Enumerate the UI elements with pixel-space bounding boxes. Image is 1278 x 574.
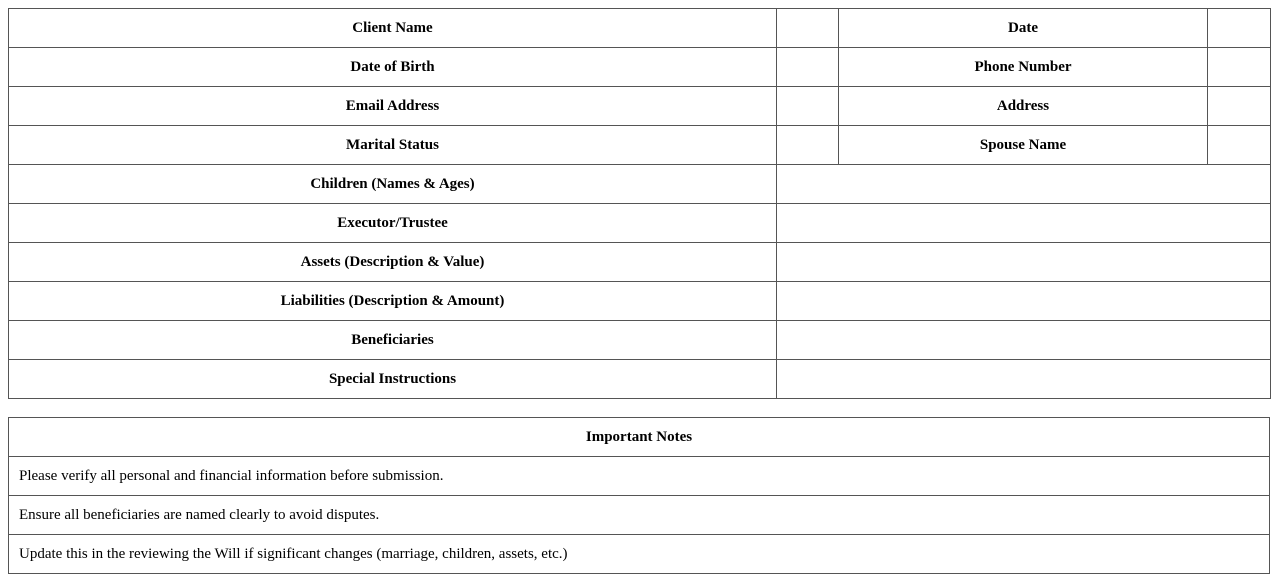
client-name-label: Client Name — [9, 9, 777, 48]
marital-status-label: Marital Status — [9, 126, 777, 165]
important-notes-table — [8, 417, 1270, 574]
phone-number-label: Phone Number — [839, 48, 1208, 87]
table-row — [9, 87, 1271, 126]
table-row — [9, 204, 1271, 243]
special-instructions-label: Special Instructions — [9, 360, 777, 399]
date-of-birth-field[interactable] — [777, 48, 839, 87]
table-row — [9, 126, 1271, 165]
assets-label: Assets (Description & Value) — [9, 243, 777, 282]
marital-status-field[interactable] — [777, 126, 839, 165]
note-item: Update this in the reviewing the Will if significant changes (marriage, children, assets, etc.) — [9, 535, 1270, 574]
client-information-table — [8, 8, 1271, 399]
address-label: Address — [839, 87, 1208, 126]
table-row — [9, 457, 1270, 496]
table-row — [9, 321, 1271, 360]
beneficiaries-field[interactable] — [777, 321, 1271, 360]
email-address-field[interactable] — [777, 87, 839, 126]
note-item: Ensure all beneficiaries are named clearly to avoid disputes. — [9, 496, 1270, 535]
date-of-birth-label: Date of Birth — [9, 48, 777, 87]
special-instructions-field[interactable] — [777, 360, 1271, 399]
liabilities-label: Liabilities (Description & Amount) — [9, 282, 777, 321]
date-field[interactable] — [1208, 9, 1271, 48]
note-item: Please verify all personal and financial information before submission. — [9, 457, 1270, 496]
table-row — [9, 282, 1271, 321]
table-row — [9, 535, 1270, 574]
beneficiaries-label: Beneficiaries — [9, 321, 777, 360]
table-row — [9, 496, 1270, 535]
executor-trustee-label: Executor/Trustee — [9, 204, 777, 243]
important-notes-title: Important Notes — [9, 418, 1270, 457]
phone-number-field[interactable] — [1208, 48, 1271, 87]
spouse-name-label: Spouse Name — [839, 126, 1208, 165]
table-row — [9, 360, 1271, 399]
children-label: Children (Names & Ages) — [9, 165, 777, 204]
assets-field[interactable] — [777, 243, 1271, 282]
email-address-label: Email Address — [9, 87, 777, 126]
spouse-name-field[interactable] — [1208, 126, 1271, 165]
table-row — [9, 243, 1271, 282]
address-field[interactable] — [1208, 87, 1271, 126]
table-row — [9, 165, 1271, 204]
table-row — [9, 9, 1271, 48]
executor-trustee-field[interactable] — [777, 204, 1271, 243]
liabilities-field[interactable] — [777, 282, 1271, 321]
table-row — [9, 418, 1270, 457]
date-label: Date — [839, 9, 1208, 48]
client-name-field[interactable] — [777, 9, 839, 48]
table-row — [9, 48, 1271, 87]
children-field[interactable] — [777, 165, 1271, 204]
